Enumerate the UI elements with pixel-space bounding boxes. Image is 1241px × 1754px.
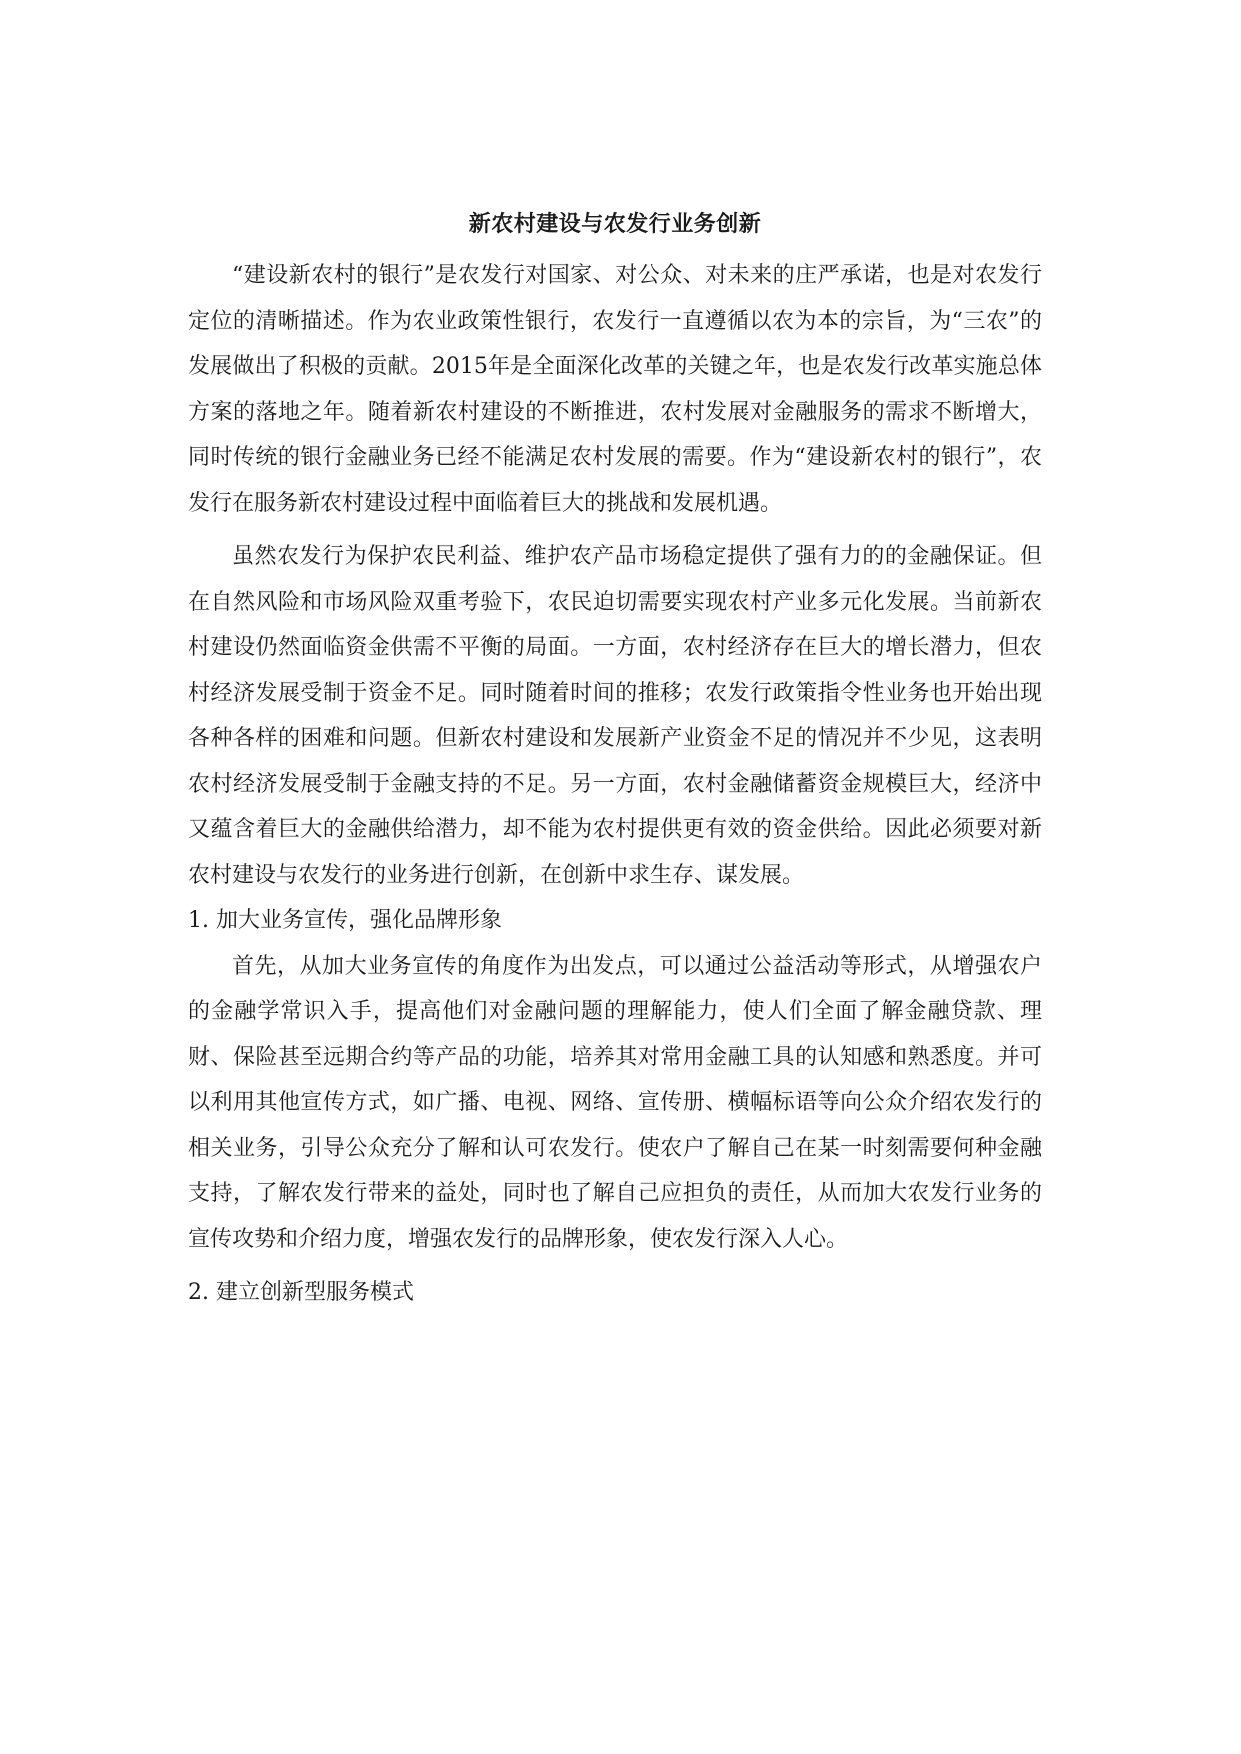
section-heading-1: 1. 加大业务宣传，强化品牌形象 — [188, 908, 502, 933]
paragraph-intro: “建设新农村的银行”是农发行对国家、对公众、对未来的庄严承诺，也是对农发行定位的清晰描述。作为农业政策性银行，农发行一直遵循以农为本的宗旨，为“三农”的发展做出了积极的贡献。2015年是全面深化改革的关键之年，也是农发行改革实施总体方案的落地之年。随着新农村建设的不断推进，农村发展对金融服务的需求不断增大，同时传统的银行金融业务已经不能满足农村发展的需要。作为“建设新农村的银行”，农发行在服务新农村建设过程中面临着巨大的挑战和发展机遇。 — [188, 263, 1042, 516]
section-heading-2: 2. 建立创新型服务模式 — [188, 1280, 414, 1305]
paragraph-publicity: 首先，从加大业务宣传的角度作为出发点，可以通过公益活动等形式，从增强农户的金融学常识入手，提高他们对金融问题的理解能力，使人们全面了解金融贷款、理财、保险甚至远期合约等产品的功能，培养其对常用金融工具的认知感和熟悉度。并可以利用其他宣传方式，如广播、电视、网络、宣传册、横幅标语等向公众介绍农发行的相关业务，引导公众充分了解和认可农发行。使农户了解自己在某一时刻需要何种金融支持，了解农发行带来的益处，同时也了解自己应担负的责任，从而加大农发行业务的宣传攻势和介绍力度，增强农发行的品牌形象，使农发行深入人心。 — [188, 953, 1042, 1252]
document-body — [188, 203, 1042, 1316]
document-title: 新农村建设与农发行业务创新 — [468, 211, 762, 237]
paragraph-challenges: 虽然农发行为保护农民利益、维护农产品市场稳定提供了强有力的的金融保证。但在自然风险和市场风险双重考验下，农民迫切需要实现农村产业多元化发展。当前新农村建设仍然面临资金供需不平衡的局面。一方面，农村经济存在巨大的增长潜力，但农村经济发展受制于资金不足。同时随着时间的推移；农发行政策指令性业务也开始出现各种各样的困难和问题。但新农村建设和发展新产业资金不足的情况并不少见，这表明农村经济发展受制于金融支持的不足。另一方面，农村金融储蓄资金规模巨大，经济中又蕴含着巨大的金融供给潜力，却不能为农村提供更有效的资金供给。因此必须要对新农村建设与农发行的业务进行创新，在创新中求生存、谋发展。 — [188, 544, 1042, 888]
